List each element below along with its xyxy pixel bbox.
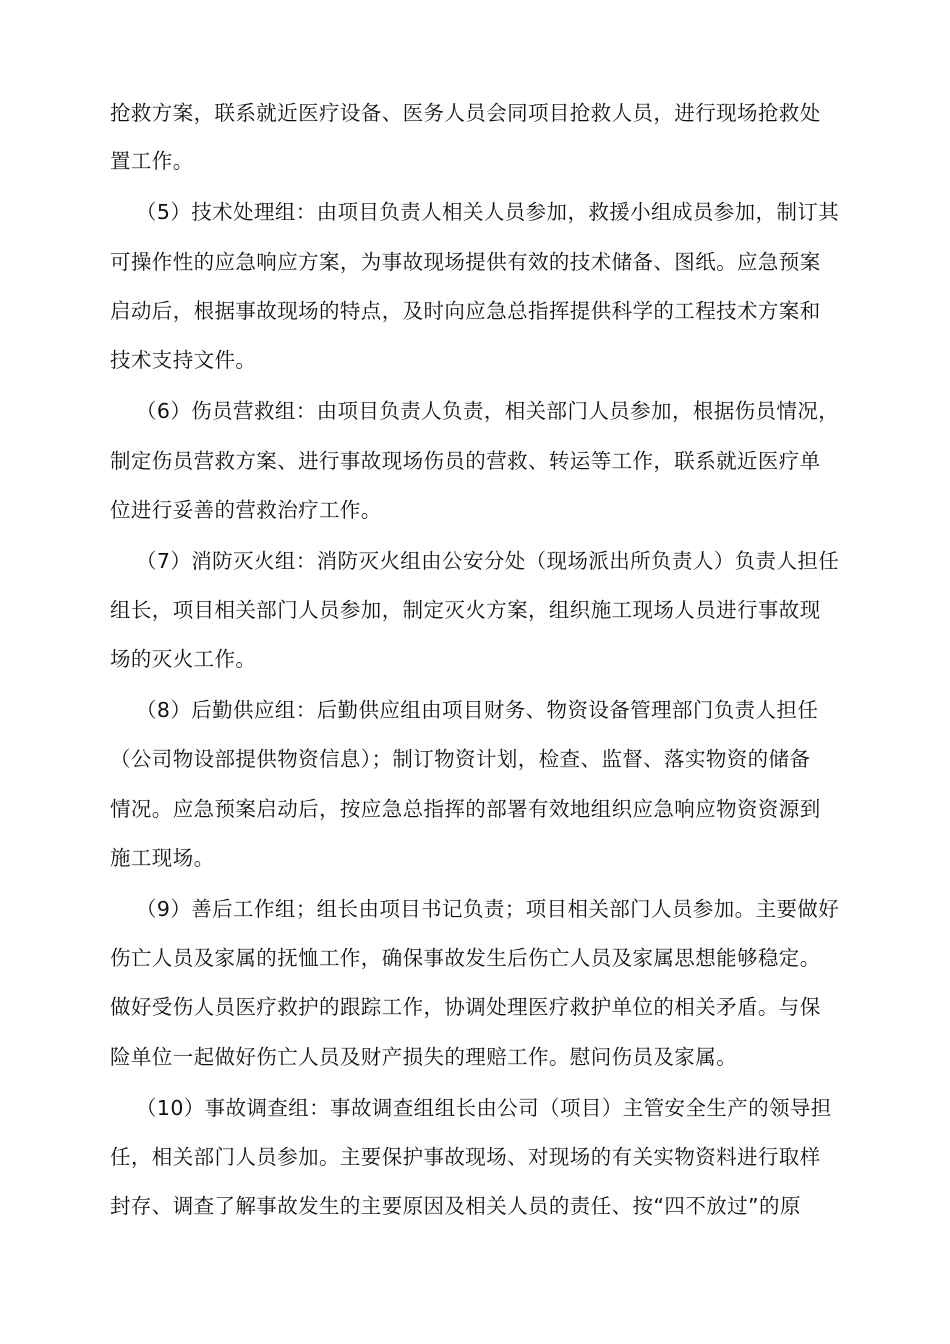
paragraph-heading-line: （7）消防灭火组：消防灭火组由公安分处（现场派出所负责人）负责人担任 [136, 549, 840, 573]
text-line: 组长，项目相关部门人员参加，制定灭火方案，组织施工现场人员进行事故现 [110, 598, 821, 622]
text-line: 技术支持文件。 [110, 348, 257, 372]
text-line: 置工作。 [110, 149, 194, 173]
paragraph-heading-line: （5）技术处理组：由项目负责人相关人员参加，救援小组成员参加，制订其 [136, 200, 840, 224]
text-line: 任，相关部门人员参加。主要保护事故现场、对现场的有关实物资料进行取样 [110, 1145, 821, 1169]
text-line: 情况。应急预案启动后，按应急总指挥的部署有效地组织应急响应物资资源到 [110, 797, 821, 821]
text-line: 封存、调查了解事故发生的主要原因及相关人员的责任、按“四不放过”的原 [110, 1194, 801, 1218]
text-line: 场的灭火工作。 [110, 647, 257, 671]
paragraph-heading-line: （6）伤员营救组：由项目负责人负责，相关部门人员参加，根据伤员情况， [136, 399, 840, 423]
text-line: 启动后，根据事故现场的特点，及时向应急总指挥提供科学的工程技术方案和 [110, 299, 821, 323]
text-line: 伤亡人员及家属的抚恤工作，确保事故发生后伤亡人员及家属思想能够稳定。 [110, 946, 821, 970]
paragraph-heading-line: （10）事故调查组：事故调查组组长由公司（项目）主管安全生产的领导担 [136, 1096, 832, 1120]
text-line: （公司物设部提供物资信息）；制订物资计划，检查、监督、落实物资的储备 [110, 747, 811, 771]
text-line: 施工现场。 [110, 846, 215, 870]
text-line: 做好受伤人员医疗救护的跟踪工作，协调处理医疗救护单位的相关矛盾。与保 [110, 995, 821, 1019]
text-line: 位进行妥善的营救治疗工作。 [110, 498, 382, 522]
text-line: 抢救方案，联系就近医疗设备、医务人员会同项目抢救人员，进行现场抢救处 [110, 101, 821, 125]
text-line: 可操作性的应急响应方案，为事故现场提供有效的技术储备、图纸。应急预案 [110, 250, 821, 274]
paragraph-heading-line: （9）善后工作组；组长由项目书记负责；项目相关部门人员参加。主要做好 [136, 897, 840, 921]
text-line: 险单位一起做好伤亡人员及财产损失的理赔工作。慰问伤员及家属。 [110, 1045, 737, 1069]
text-line: 制定伤员营救方案、进行事故现场伤员的营救、转运等工作，联系就近医疗单 [110, 449, 821, 473]
paragraph-heading-line: （8）后勤供应组：后勤供应组由项目财务、物资设备管理部门负责人担任 [136, 698, 819, 722]
